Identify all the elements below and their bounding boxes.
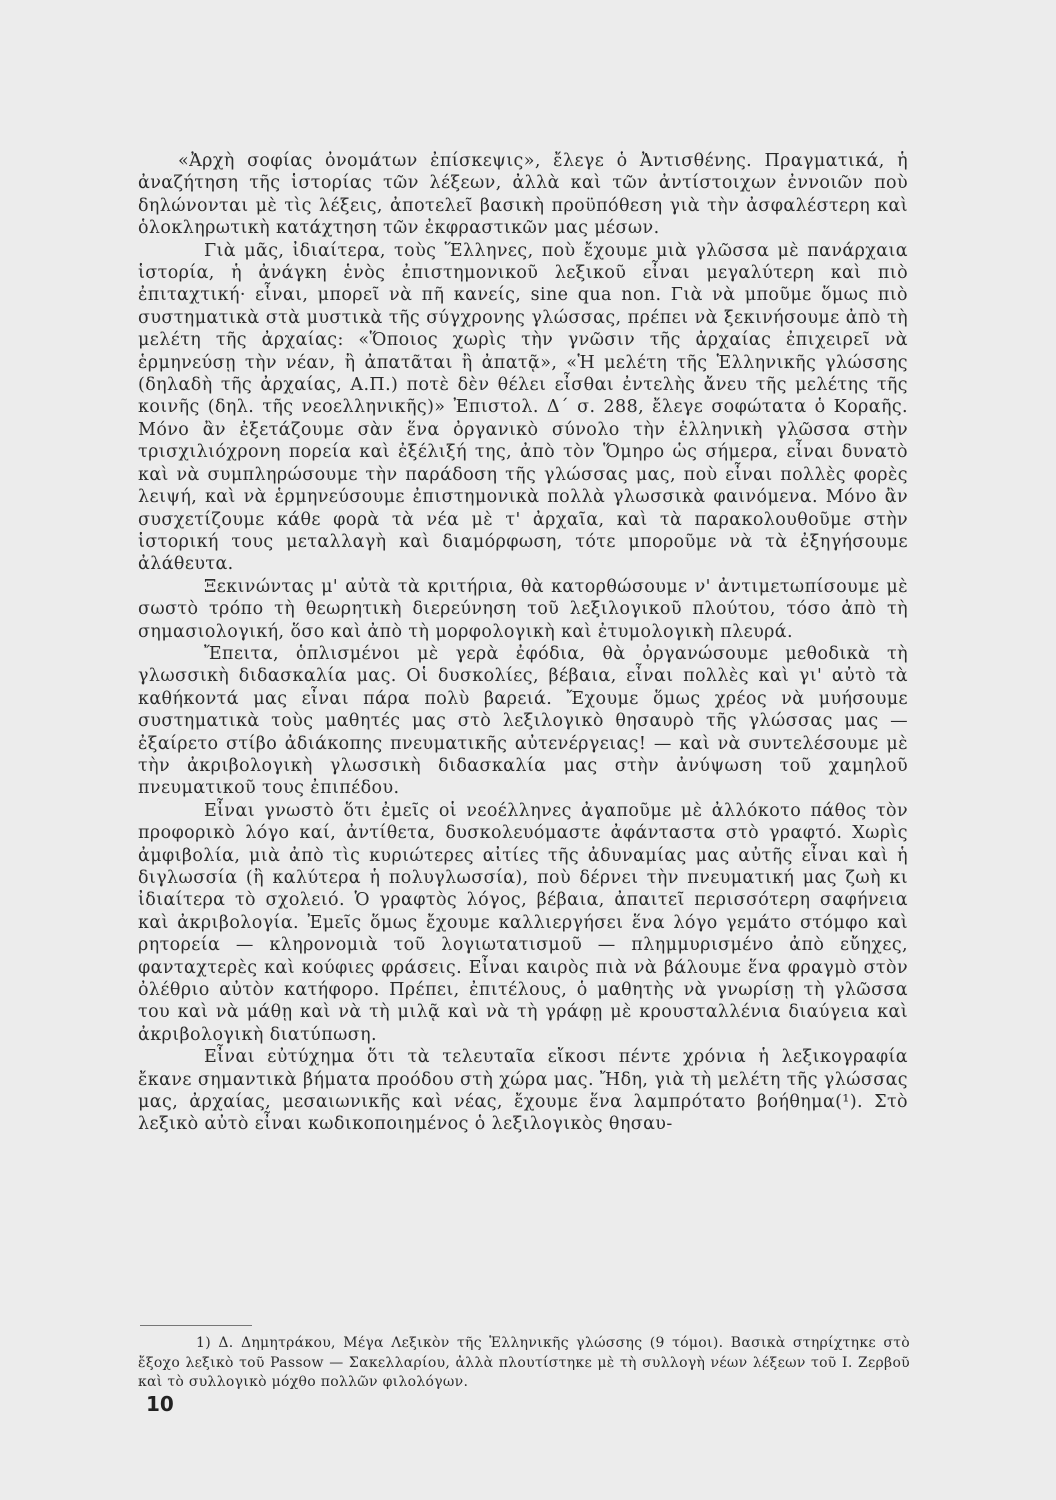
paragraph-3: Ξεκινώντας μ' αὐτὰ τὰ κριτήρια, θὰ κατορθώσουμε ν' ἀντιμετωπίσουμε μὲ σωστὸ τρόπο τὴ θεωρητικὴ διερεύνηση τοῦ λεξιλογικοῦ πλούτου, τόσο ἀπὸ τὴ σημασιολογική, ὅσο καὶ ἀπὸ τὴ μορφολογικὴ καὶ ἐτυμολογικὴ πλευρά. (138, 576, 908, 642)
footnote: 1) Δ. Δημητράκου, Μέγα Λεξικὸν τῆς Ἑλληνικῆς γλώσσης (9 τόμοι). Βασικὰ στηρίχτηκε στὸ ἔξοχο λεξικὸ τοῦ Passow — Σακελλαρίου, ἀλλὰ πλουτίστηκε μὲ τὴ συλλογὴ νέων λέξεων τοῦ Ι. Ζερβοῦ καὶ τὸ συλλογικὸ μόχθο πολλῶν φιλολόγων. (138, 1335, 910, 1390)
body-text (138, 150, 908, 1136)
page-number: 10 (146, 1392, 174, 1416)
paragraph-5: Εἶναι γνωστὸ ὅτι ἐμεῖς οἱ νεοέλληνες ἀγαποῦμε μὲ ἀλλόκοτο πάθος τὸν προφορικὸ λόγο καί, ἀντίθετα, δυσκολευόμαστε ἀφάνταστα στὸ γραφτό. Χωρὶς ἀμφιβολία, μιὰ ἀπὸ τὶς κυριώτερες αἰτίες τῆς ἀδυναμίας μας αὐτῆς εἶναι καὶ ἡ διγλωσσία (ἢ καλύτερα ἡ πολυγλωσσία), ποὺ δέρνει τὴν πνευματική μας ζωὴ κι ἰδιαίτερα τὸ σχολειό. Ὁ γραφτὸς λόγος, βέβαια, ἀπαιτεῖ περισσότερη σαφήνεια καὶ ἀκριβολογία. Ἐμεῖς ὅμως ἔχουμε καλλιεργήσει ἕνα λόγο γεμάτο στόμφο καὶ ρητορεία — κληρονομιὰ τοῦ λογιωτατισμοῦ — πλημμυρισμένο ἀπὸ εὔηχες, φανταχτερὲς καὶ κούφιες φράσεις. Εἶναι καιρὸς πιὰ νὰ βάλουμε ἕνα φραγμὸ στὸν ὀλέθριο αὐτὸν κατήφορο. Πρέπει, ἐπιτέλους, ὁ μαθητὴς νὰ γνωρίσῃ τὴ γλῶσσα του καὶ νὰ μάθῃ καὶ νὰ τὴ μιλᾷ καὶ νὰ τὴ γράφῃ μὲ κρουσταλλένια διαύγεια καὶ ἀκριβολογικὴ διατύπωση. (138, 800, 908, 1045)
paragraph-2: Γιὰ μᾶς, ἰδιαίτερα, τοὺς Ἕλληνες, ποὺ ἔχουμε μιὰ γλῶσσα μὲ πανάρχαια ἱστορία, ἡ ἀνάγκη ἑνὸς ἐπιστημονικοῦ λεξικοῦ εἶναι μεγαλύτερη καὶ πιὸ ἐπιταχτική· εἶναι, μπορεῖ νὰ πῆ κανείς, sine qua non. Γιὰ νὰ μποῦμε ὅμως πιὸ συστηματικὰ στὰ μυστικὰ τῆς σύγχρονης γλώσσας, πρέπει νὰ ξεκινήσουμε ἀπὸ τὴ μελέτη τῆς ἀρχαίας: «Ὅποιος χωρὶς τὴν γνῶσιν τῆς ἀρχαίας ἐπιχειρεῖ νὰ ἑρμηνεύσῃ τὴν νέαν, ἢ ἀπατᾶται ἢ ἀπατᾷ», «Ἡ μελέτη τῆς Ἑλληνικῆς γλώσσης (δηλαδὴ τῆς ἀρχαίας, Α.Π.) ποτὲ δὲν θέλει εἶσθαι ἐντελὴς ἄνευ τῆς μελέτης τῆς κοινῆς (δηλ. τῆς νεοελληνικῆς)» Ἐπιστολ. Δ΄ σ. 288, ἔλεγε σοφώτατα ὁ Κοραῆς. Μόνο ἂν ἐξετάζουμε σὰν ἕνα ὀργανικὸ σύνολο τὴν ἑλληνικὴ γλῶσσα στὴν τρισχιλιόχρονη πορεία καὶ ἐξέλιξή της, ἀπὸ τὸν Ὅμηρο ὡς σήμερα, εἶναι δυνατὸ καὶ νὰ συμπληρώσουμε τὴν παράδοση τῆς γλώσσας μας, ποὺ εἶναι πολλὲς φορὲς λειψή, καὶ νὰ ἑρμηνεύσουμε ἐπιστημονικὰ πολλὰ γλωσσικὰ φαινόμενα. Μόνο ἂν συσχετίζουμε κάθε φορὰ τὰ νέα μὲ τ' ἀρχαῖα, καὶ τὰ παρακολουθοῦμε στὴν ἱστορική τους μεταλλαγὴ καὶ διαμόρφωση, τότε μποροῦμε νὰ τὰ ἐξηγήσουμε ἀλάθευτα. (138, 240, 908, 575)
paragraph-4: Ἔπειτα, ὁπλισμένοι μὲ γερὰ ἐφόδια, θὰ ὀργανώσουμε μεθοδικὰ τὴ γλωσσικὴ διδασκαλία μας. Οἱ δυσκολίες, βέβαια, εἶναι πολλὲς καὶ γι' αὐτὸ τὰ καθήκοντά μας εἶναι πάρα πολὺ βαρειά. Ἔχουμε ὅμως χρέος νὰ μυήσουμε συστηματικὰ τοὺς μαθητές μας στὸ λεξιλογικὸ θησαυρὸ τῆς γλώσσας μας — ἐξαίρετο στίβο ἀδιάκοπης πνευματικῆς αὐτενέργειας! — καὶ νὰ συντελέσουμε μὲ τὴν ἀκριβολογικὴ γλωσσικὴ διδασκαλία μας στὴν ἀνύψωση τοῦ χαμηλοῦ πνευματικοῦ τους ἐπιπέδου. (138, 643, 908, 799)
paragraph-1: «Ἀρχὴ σοφίας ὀνομάτων ἐπίσκεψις», ἔλεγε ὁ Ἀντισθένης. Πραγματικά, ἡ ἀναζήτηση τῆς ἱστορίας τῶν λέξεων, ἀλλὰ καὶ τῶν ἀντίστοιχων ἐννοιῶν ποὺ δηλώνονται μὲ τὶς λέξεις, ἀποτελεῖ βασικὴ προϋπόθεση γιὰ τὴν ἀσφαλέστερη καὶ ὁλοκληρωτικὴ κατάχτηση τῶν ἐκφραστικῶν μας μέσων. (138, 151, 908, 239)
footnote-divider (140, 1325, 252, 1326)
paragraph-6: Εἶναι εὐτύχημα ὅτι τὰ τελευταῖα εἴκοσι πέντε χρόνια ἡ λεξικογραφία ἔκανε σημαντικὰ βήματα προόδου στὴ χώρα μας. Ἤδη, γιὰ τὴ μελέτη τῆς γλώσσας μας, ἀρχαίας, μεσαιωνικῆς καὶ νέας, ἔχουμε ἕνα λαμπρότατο βοήθημα(¹). Στὸ λεξικὸ αὐτὸ εἶναι κωδικοποιημένος ὁ λεξιλογικὸς θησαυ- (138, 1047, 908, 1135)
